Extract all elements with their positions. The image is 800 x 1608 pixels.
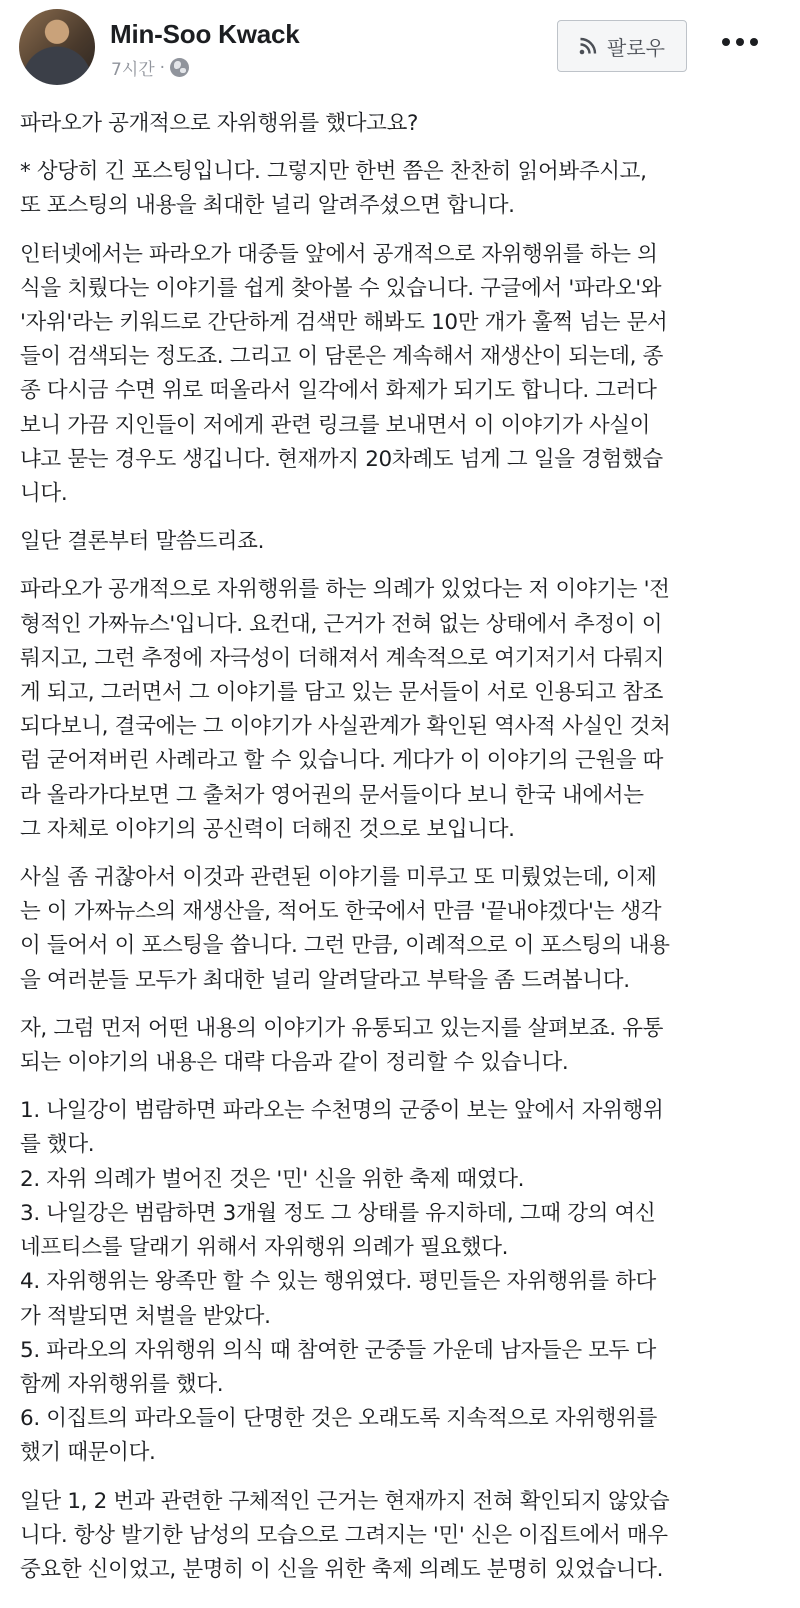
- author-name[interactable]: Min-Soo Kwack: [110, 19, 300, 49]
- follow-label: 팔로우: [607, 35, 665, 60]
- post-paragraph: 일단 결론부터 말씀드리죠.: [20, 529, 265, 555]
- post-paragraph: 파라오가 공개적으로 자위행위를 하는 의례가 있었다는 저 이야기는 '전 형적인 가짜뉴스'입니다. 요컨대, 근거가 전혀 없는 상태에서 추정이 이 뤄지고, 그런 추정에 자극성이 더해져서 계속적으로 여기저기서 다뤄지 게 되고, 그러면서 그 이야기를 담고 있는 문서들이 서로 인용되고 참조 되다보니, 결국에는 그 이야기가 사실관계가 확인된 역사적 사실인 것처 럼 굳어져버린 사례라고 할 수 있습니다. 게다가 이 이야기의 근원을 따 라 올라가다보면 그 출처가 영어권의 문서들이다 보니 한국 내에서는 그 자체로 이야기의 공신력이 더해진 것으로 보입니다.: [20, 577, 671, 842]
- more-dot: [750, 38, 758, 46]
- follow-button[interactable]: [557, 20, 687, 72]
- post-list: 1. 나일강이 범람하면 파라오는 수천명의 군중이 보는 앞에서 자위행위 를 했다. 2. 자위 의례가 벌어진 것은 '민' 신을 위한 축제 때였다. 3. 나일강은 범람하면 3개월 정도 그 상태를 유지하데, 그때 강의 여신 네프티스를 달래기 위해서 자위행위 의례가 필요했다. 4. 자위행위는 왕족만 할 수 있는 행위였다. 평민들은 자위행위를 하다 가 적발되면 처벌을 받았다. 5. 파라오의 자위행위 의식 때 참여한 군중들 가운데 남자들은 모두 다 함께 자위행위를 했다. 6. 이집트의 파라오들이 단명한 것은 오래도록 지속적으로 자위행위를 했기 때문이다.: [20, 1098, 664, 1466]
- post-paragraph: * 상당히 긴 포스팅입니다. 그렇지만 한번 쯤은 찬찬히 읽어봐주시고, 또 포스팅의 내용을 최대한 널리 알려주셨으면 합니다.: [20, 159, 647, 219]
- more-dot: [736, 38, 744, 46]
- avatar[interactable]: [19, 9, 95, 85]
- meta-separator: ·: [159, 57, 166, 78]
- post-paragraph: 인터넷에서는 파라오가 대중들 앞에서 공개적으로 자위행위를 하는 의 식을 치뤘다는 이야기를 쉽게 찾아볼 수 있습니다. 구글에서 '파라오'와 '자위'라는 키워드로 간단하게 검색만 해봐도 10만 개가 훌쩍 넘는 문서 들이 검색되는 정도죠. 그리고 이 담론은 계속해서 재생산이 되는데, 종 종 다시금 수면 위로 떠올라서 일각에서 화제가 되기도 합니다. 그러다 보니 가끔 지인들이 저에게 관련 링크를 보내면서 이 이야기가 사실이 냐고 묻는 경우도 생깁니다. 현재까지 20차례도 넘게 그 일을 경험했습 니다.: [20, 241, 668, 507]
- post-paragraph: 일단 1, 2 번과 관련한 구체적인 근거는 현재까지 전혀 확인되지 않았습 니다. 항상 발기한 남성의 모습으로 그려지는 '민' 신은 이집트에서 매우 중요한 신이었고, 분명히 이 신을 위한 축제 의례도 분명히 있었습니다.: [20, 1488, 670, 1582]
- globe-icon[interactable]: [170, 58, 189, 77]
- more-dot: [722, 38, 730, 46]
- post-header: [0, 0, 800, 98]
- post-time[interactable]: 7시간: [111, 60, 155, 80]
- post-body: [20, 107, 768, 1601]
- more-options-icon[interactable]: [722, 32, 758, 52]
- post-meta: [111, 55, 189, 80]
- post-paragraph: 사실 좀 귀찮아서 이것과 관련된 이야기를 미루고 또 미뤘었는데, 이제 는 이 가짜뉴스의 재생산을, 적어도 한국에서 만큼 '끝내야겠다'는 생각 이 들어서 이 포스팅을 씁니다. 그런 만큼, 이례적으로 이 포스팅의 내용 을 여러분들 모두가 최대한 널리 알려달라고 부탁을 좀 드려봅니다.: [20, 865, 670, 993]
- post-title: 파라오가 공개적으로 자위행위를 했다고요?: [20, 111, 419, 136]
- rss-icon: [579, 37, 597, 55]
- post-paragraph: 자, 그럼 먼저 어떤 내용의 이야기가 유통되고 있는지를 살펴보죠. 유통 되는 이야기의 내용은 대략 다음과 같이 정리할 수 있습니다.: [20, 1015, 664, 1076]
